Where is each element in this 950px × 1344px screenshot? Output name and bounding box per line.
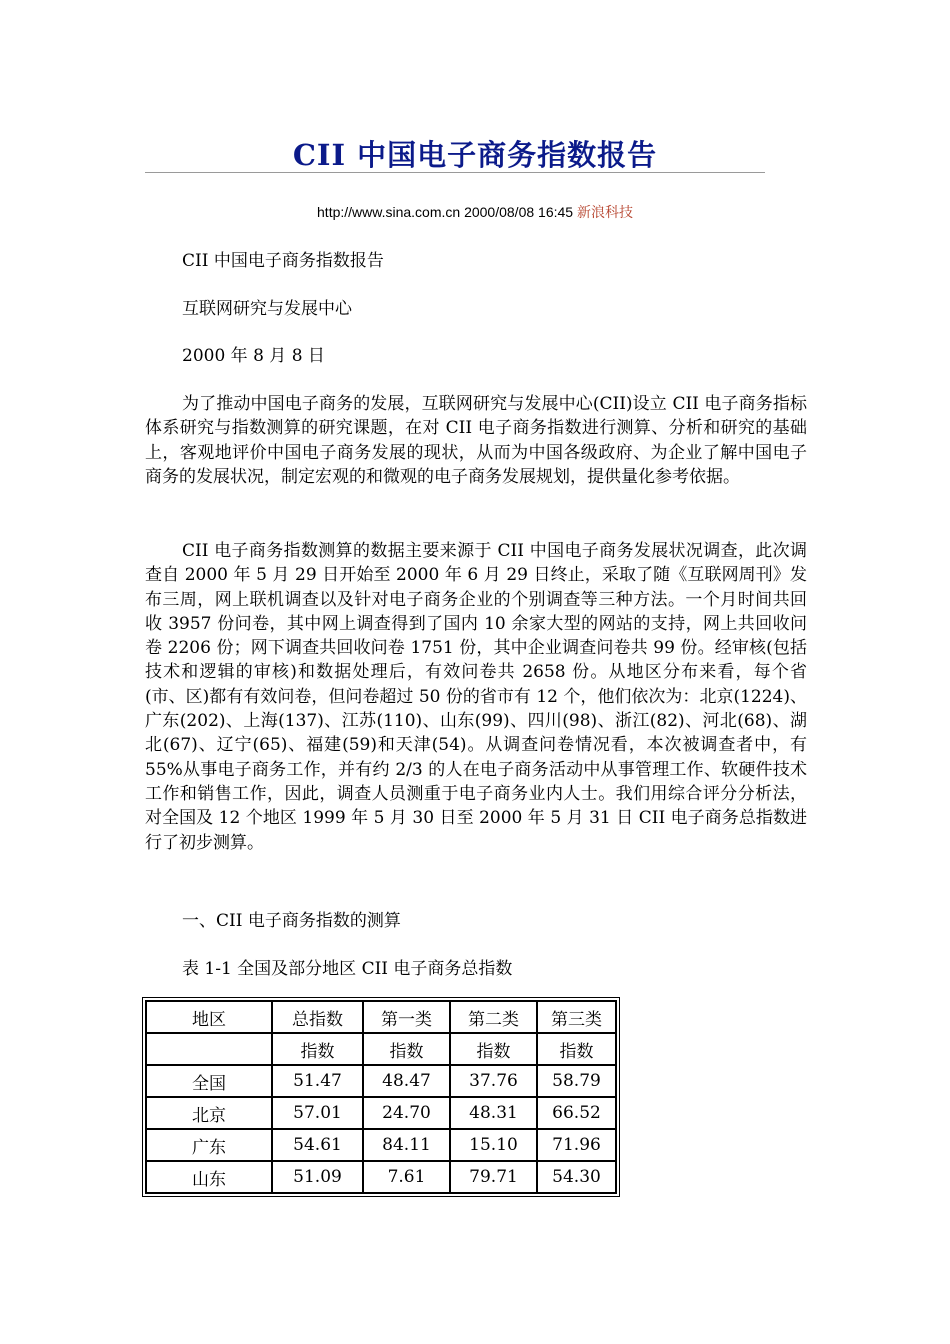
value-cell: 66.52 — [537, 1097, 616, 1129]
value-cell: 84.11 — [363, 1129, 450, 1161]
report-date: 2000 年 8 月 8 日 — [182, 346, 325, 366]
table-caption: 表 1-1 全国及部分地区 CII 电子商务总指数 — [182, 959, 513, 979]
region-cell: 广东 — [146, 1129, 272, 1161]
index-table — [145, 1000, 617, 1194]
report-name: CII 中国电子商务指数报告 — [182, 251, 384, 271]
table-row — [146, 1097, 616, 1129]
organization: 互联网研究与发展中心 — [182, 299, 352, 319]
header-cell: 指数 — [363, 1033, 450, 1065]
source-datetime: 2000/08/08 16:45 — [464, 204, 574, 220]
region-cell: 全国 — [146, 1065, 272, 1097]
value-cell: 79.71 — [450, 1161, 537, 1193]
header-cell: 第二类 — [450, 1001, 537, 1033]
header-cell: 地区 — [146, 1001, 272, 1033]
source-url[interactable]: http://www.sina.com.cn — [317, 204, 461, 220]
source-site-link[interactable]: 新浪科技 — [576, 205, 633, 221]
header-cell: 第三类 — [537, 1001, 616, 1033]
header-cell: 第一类 — [363, 1001, 450, 1033]
value-cell: 24.70 — [363, 1097, 450, 1129]
title-divider — [145, 172, 765, 173]
section-heading: 一、CII 电子商务指数的测算 — [182, 911, 401, 931]
value-cell: 54.61 — [272, 1129, 363, 1161]
table-row — [146, 1065, 616, 1097]
table-header-row — [146, 1001, 616, 1033]
source-line — [0, 202, 950, 222]
table-row — [146, 1129, 616, 1161]
region-cell: 山东 — [146, 1161, 272, 1193]
table-row — [146, 1161, 616, 1193]
header-cell: 总指数 — [272, 1001, 363, 1033]
value-cell: 51.47 — [272, 1065, 363, 1097]
page-title: CII 中国电子商务指数报告 — [292, 138, 658, 172]
value-cell: 37.76 — [450, 1065, 537, 1097]
value-cell: 54.30 — [537, 1161, 616, 1193]
value-cell: 71.96 — [537, 1129, 616, 1161]
value-cell: 48.47 — [363, 1065, 450, 1097]
paragraph-method: CII 电子商务指数测算的数据主要来源于 CII 中国电子商务发展状况调查，此次调查自 2000 年 5 月 29 日开始至 2000 年 6 月 29 日终止，采取了随《互联网周刊》发布三周，网上联机调查以及针对电子商务企业的个别调查等三种方法。一个月时间共回收 3957 份问卷，其中网上调查得到了国内 10 余家大型的网站的支持，网上共回收问卷 2206 份；网下调查共回收问卷 1751 份，其中企业调查问卷共 99 份。经审核(包括技术和逻辑的审核)和数据处理后，有效问卷共 2658 份。从地区分布来看，每个省(市、区)都有有效问卷，但问卷超过 50 份的省市有 12 个，他们依次为：北京(1224)、广东(202)、上海(137)、江苏(110)、山东(99)、四川(98)、浙江(82)、河北(68)、湖北(67)、辽宁(65)、福建(59)和天津(54)。从调查问卷情况看，本次被调查者中，有 55%从事电子商务工作，并有约 2/3 的人在电子商务活动中从事管理工作、软硬件技术工作和销售工作，因此，调查人员测重于电子商务业内人士。我们用综合评分分析法，对全国及 12 个地区 1999 年 5 月 30 日至 2000 年 5 月 31 日 CII 电子商务总指数进行了初步测算。 — [145, 541, 807, 853]
header-cell: 指数 — [272, 1033, 363, 1065]
value-cell: 58.79 — [537, 1065, 616, 1097]
paragraph-intro: 为了推动中国电子商务的发展，互联网研究与发展中心(CII)设立 CII 电子商务指标体系研究与指数测算的研究课题，在对 CII 电子商务指数进行测算、分析和研究的基础上，客观地评价中国电子商务发展的现状，从而为中国各级政府、为企业了解中国电子商务的发展状况，制定宏观的和微观的电子商务发展规划，提供量化参考依据。 — [145, 394, 807, 487]
region-cell: 北京 — [146, 1097, 272, 1129]
value-cell: 15.10 — [450, 1129, 537, 1161]
table-subheader-row — [146, 1033, 616, 1065]
value-cell: 57.01 — [272, 1097, 363, 1129]
value-cell: 48.31 — [450, 1097, 537, 1129]
header-cell: 指数 — [537, 1033, 616, 1065]
header-cell — [146, 1033, 272, 1065]
value-cell: 7.61 — [363, 1161, 450, 1193]
header-cell: 指数 — [450, 1033, 537, 1065]
value-cell: 51.09 — [272, 1161, 363, 1193]
